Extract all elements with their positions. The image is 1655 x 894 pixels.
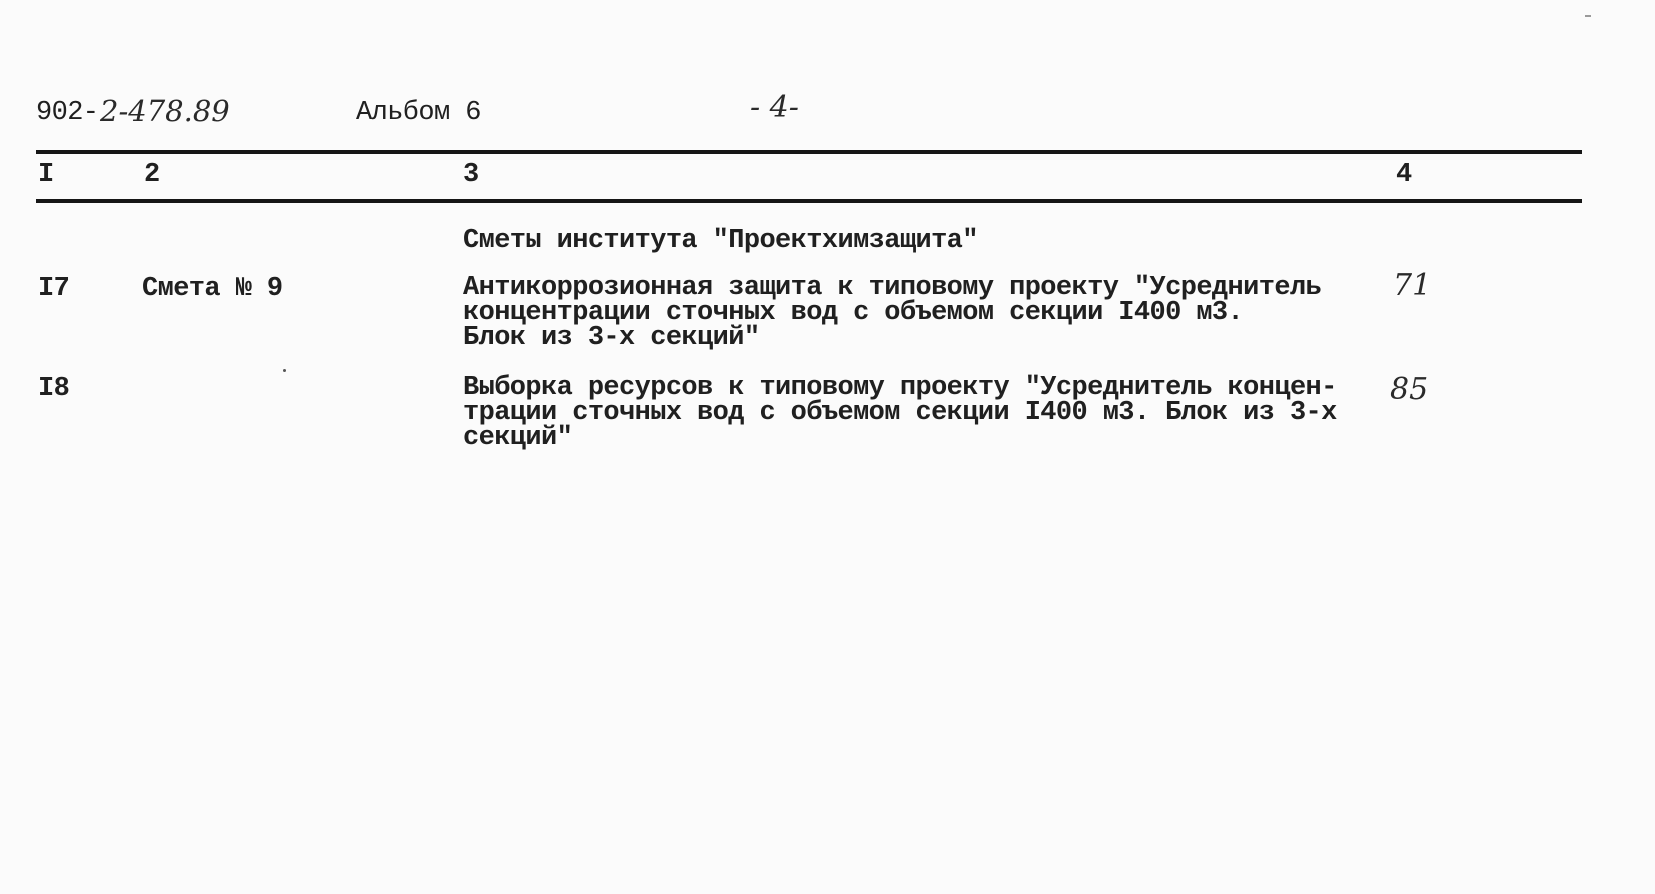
row-description-line: трации сточных вод с объемом секции I400 м3. Блок из 3-х: [463, 398, 1337, 428]
row-description-line: Блок из 3-х секций": [463, 323, 760, 353]
row-description-line: секций": [463, 423, 573, 453]
section-title: Сметы института "Проектхимзащита": [463, 226, 978, 256]
doc-number-handwritten: 2-478.89: [100, 94, 230, 128]
row-description: [463, 273, 1343, 353]
column-header-4: 4: [1396, 160, 1412, 190]
row-description-line: Антикоррозионная защита к типовому проекту "Усреднитель: [463, 273, 1322, 303]
row-number: I8: [38, 374, 70, 404]
doc-number-printed: 902-: [36, 98, 99, 128]
row-number: I7: [38, 274, 70, 304]
row-description-line: Выборка ресурсов к типовому проекту "Усреднитель концен-: [463, 373, 1337, 403]
row-description: [463, 373, 1343, 453]
page-number: - 4-: [750, 90, 799, 125]
column-header-2: 2: [144, 160, 160, 190]
row-description-line: концентрации сточных вод с объемом секции I400 м3.: [463, 298, 1244, 328]
scan-mark: [1585, 15, 1591, 17]
column-header-3: 3: [463, 160, 479, 190]
header-rule-bottom: [36, 199, 1582, 203]
row-page: 71: [1393, 268, 1432, 303]
header-rule-top: [36, 150, 1582, 154]
row-document: Смета № 9: [142, 274, 283, 304]
row-page: 85: [1390, 372, 1429, 407]
scan-speck: [283, 369, 286, 372]
album-label: Альбом 6: [356, 98, 481, 128]
column-header-1: I: [38, 160, 54, 190]
